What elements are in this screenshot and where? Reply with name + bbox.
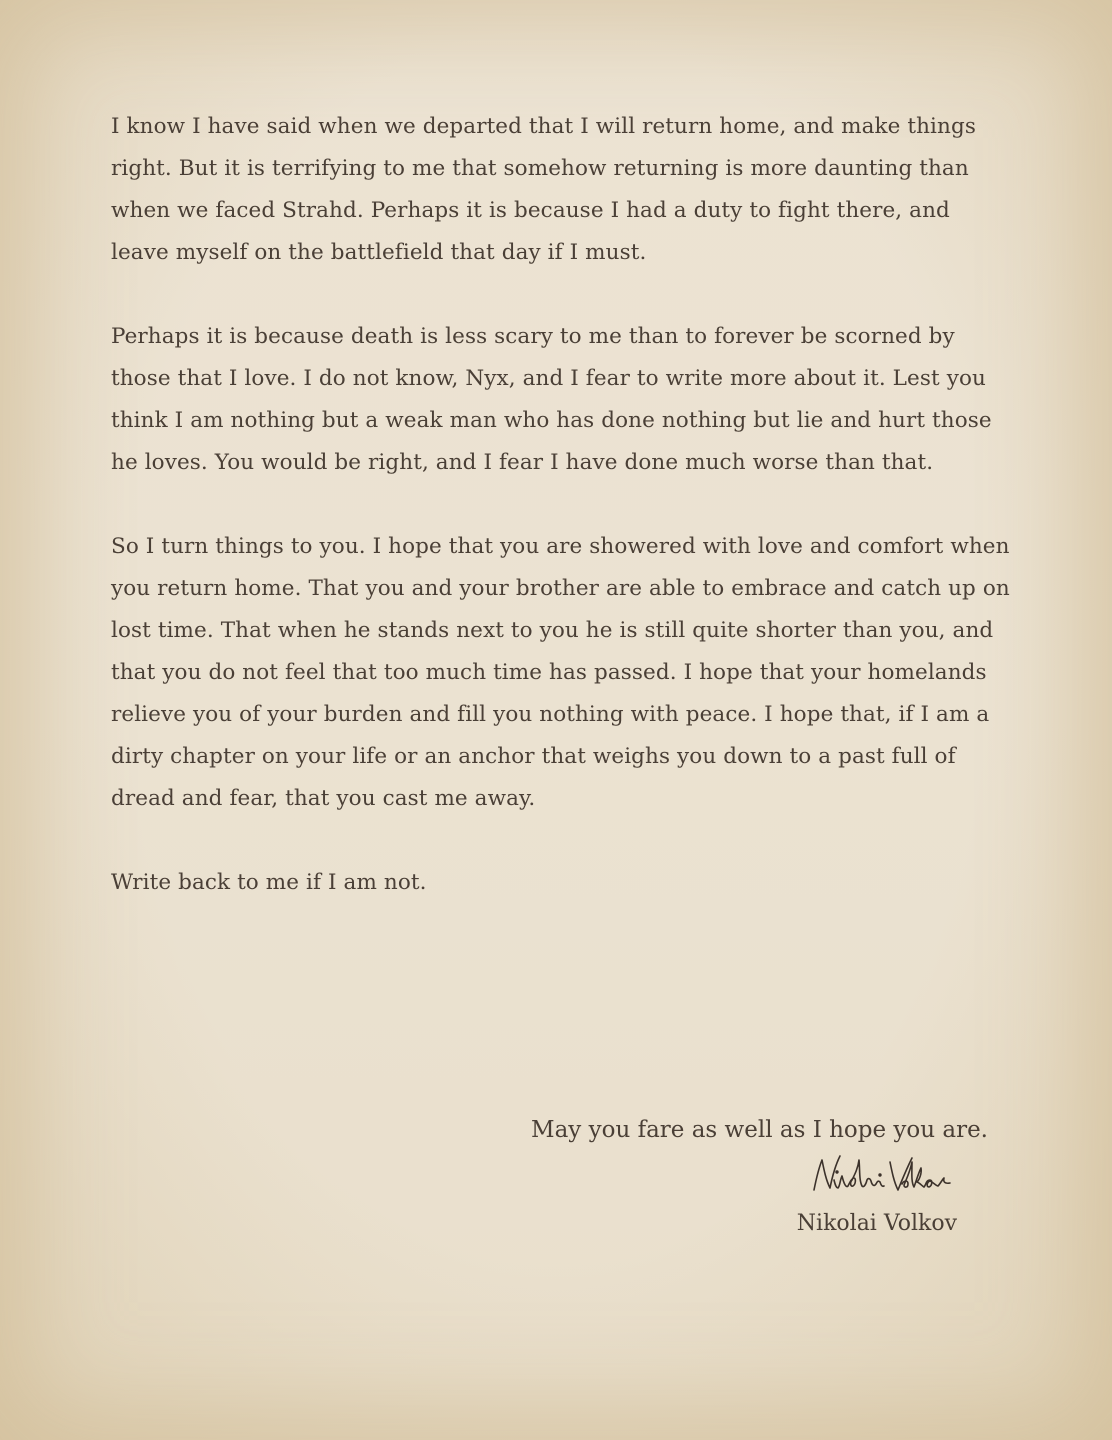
paragraph-3: So I turn things to you. I hope that you are showered with love and comfort when you return home. That you and your brother are able to embrace and catch up on lost time. That when he stands next to you he is still quite shorter than you, and that you do not feel that too much time has passed. I hope that your homelands relieve you of your burden and fill you nothing with peace. I hope that, if I am a dirty chapter on your life or an anchor that weighs you down to a past full of dread and fear, that you cast me away.: [111, 534, 1010, 811]
paragraph-1: I know I have said when we departed that I will return home, and make things right. But it is terrifying to me that somehow returning is more daunting than when we faced Strahd. Perhaps it is because I had a duty to fight there, and leave myself on the battlefield that day if I must.: [111, 114, 976, 265]
handwritten-signature: [804, 1150, 954, 1202]
closing-line: May you fare as well as I hope you are.: [531, 1117, 988, 1143]
paragraph-4: Write back to me if I am not.: [111, 870, 427, 895]
paragraph-2: Perhaps it is because death is less scary to me than to forever be scorned by those that I love. I do not know, Nyx, and I fear to write more about it. Lest you think I am nothing but a weak man who has done nothing but lie and hurt those he loves. You would be right, and I fear I have done much worse than that.: [111, 324, 992, 475]
signer-name: Nikolai Volkov: [796, 1211, 957, 1236]
letter-body: [111, 106, 1011, 946]
